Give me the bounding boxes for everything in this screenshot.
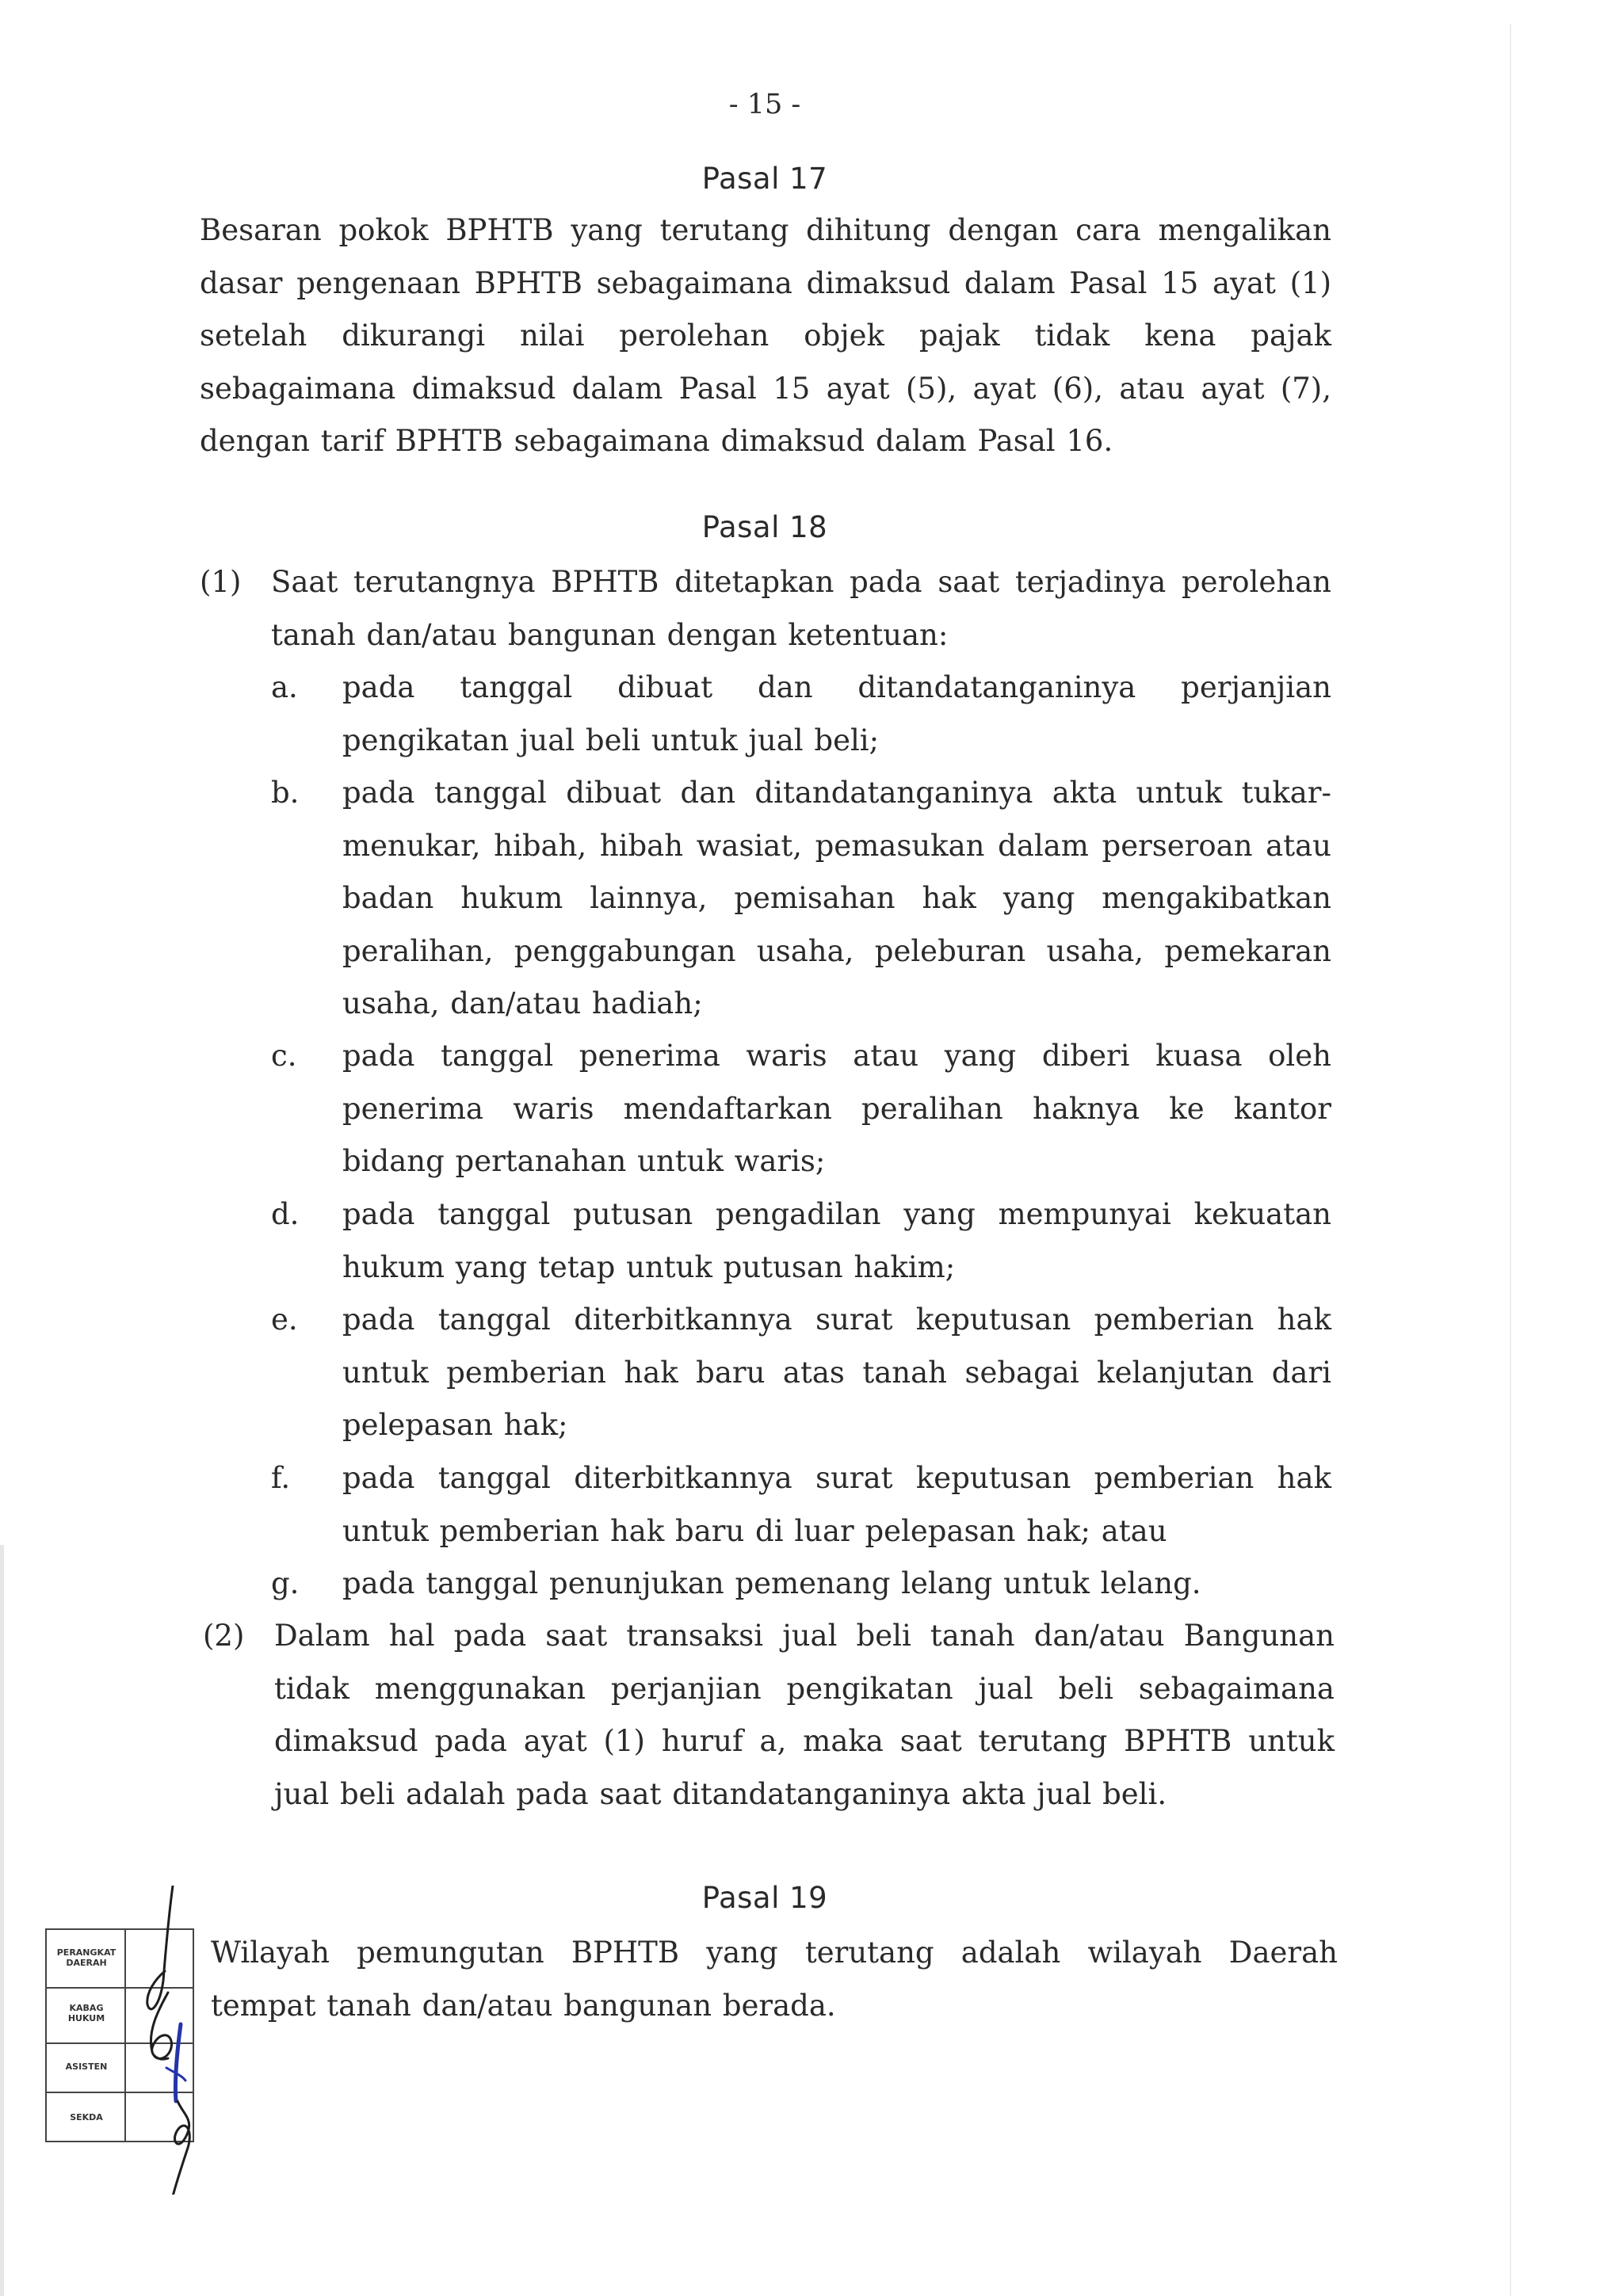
item-a-text: pada tanggal dibuat dan ditandatanganinya perjanjian pengikatan jual beli untuk jual beli; [342, 670, 1331, 757]
ayat-2-marker: (2) [203, 1619, 245, 1653]
pasal-17-heading: Pasal 17 [701, 162, 828, 196]
item-d-text: pada tanggal putusan pengadilan yang mempunyai kekuatan hukum yang tetap untuk putusan hakim; [342, 1197, 1331, 1284]
item-b-marker: b. [271, 776, 300, 810]
signature-stroke [151, 1993, 171, 2059]
item-c-marker: c. [271, 1039, 297, 1073]
pasal-19-heading: Pasal 19 [701, 1881, 828, 1915]
signature-stroke [147, 1886, 173, 2009]
item-e-text: pada tanggal diterbitkannya surat keputusan pemberian hak untuk pemberian hak baru atas tanah sebagai kelanjutan dari pelepasan hak; [342, 1302, 1331, 1442]
ayat-1-text: Saat terutangnya BPHTB ditetapkan pada saat terjadinya perolehan tanah dan/atau bangunan dengan ketentuan: [271, 565, 1331, 652]
ayat-1-marker: (1) [200, 565, 242, 599]
page-edge-shadow [1510, 24, 1511, 2296]
item-f-text: pada tanggal diterbitkannya surat keputusan pemberian hak untuk pemberian hak baru di luar pelepasan hak; atau [342, 1461, 1331, 1548]
page-number: - 15 - [728, 89, 801, 120]
pasal-17-text: Besaran pokok BPHTB yang terutang dihitung dengan cara mengalikan dasar pengenaan BPHTB sebagaimana dimaksud dalam Pasal 15 ayat (1) setelah dikurangi nilai perolehan objek pajak tidak kena pajak sebagaimana dimaksud dalam Pasal 15 ayat (5), ayat (6), atau ayat (7), dengan tarif BPHTB sebagaimana dimaksud dalam Pasal 16. [200, 213, 1331, 458]
stamp-label-asisten: ASISTEN [65, 2061, 108, 2072]
paraf-signatures [119, 1886, 214, 2195]
pasal-19-text: Wilayah pemungutan BPHTB yang terutang adalah wilayah Daerah tempat tanah dan/atau bangunan berada. [211, 1936, 1338, 2023]
signature-stroke [175, 2024, 181, 2101]
item-b-text: pada tanggal dibuat dan ditandatanganinya akta untuk tukar-menukar, hibah, hibah wasiat, pemasukan dalam perseroan atau badan hukum lainnya, pemisahan hak yang mengakibatkan peralihan, penggabungan usaha, peleburan usaha, pemekaran usaha, dan/atau hadiah; [342, 776, 1331, 1020]
item-g-marker: g. [271, 1566, 300, 1600]
left-edge-shadow [0, 1545, 4, 2296]
item-d-marker: d. [271, 1197, 300, 1231]
item-f-marker: f. [271, 1461, 291, 1495]
stamp-label-perangkat-daerah: PERANGKAT DAERAH [56, 1947, 116, 1968]
signature-stroke [173, 2101, 189, 2195]
stamp-label-kabag-hukum: KABAG HUKUM [67, 2003, 105, 2023]
item-e-marker: e. [271, 1302, 298, 1337]
ayat-2-text: Dalam hal pada saat transaksi jual beli tanah dan/atau Bangunan tidak menggunakan perjanjian pengikatan jual beli sebagaimana dimaksud pada ayat (1) huruf a, maka saat terutang BPHTB untuk jual beli adalah pada saat ditandatanganinya akta jual beli. [274, 1619, 1335, 1811]
item-a-marker: a. [271, 670, 298, 704]
stamp-label-sekda: SEKDA [70, 2112, 103, 2122]
pasal-18-heading: Pasal 18 [701, 510, 828, 544]
item-g-text: pada tanggal penunjukan pemenang lelang untuk lelang. [342, 1566, 1201, 1600]
item-c-text: pada tanggal penerima waris atau yang diberi kuasa oleh penerima waris mendaftarkan peralihan haknya ke kantor bidang pertanahan untuk waris; [342, 1039, 1331, 1178]
